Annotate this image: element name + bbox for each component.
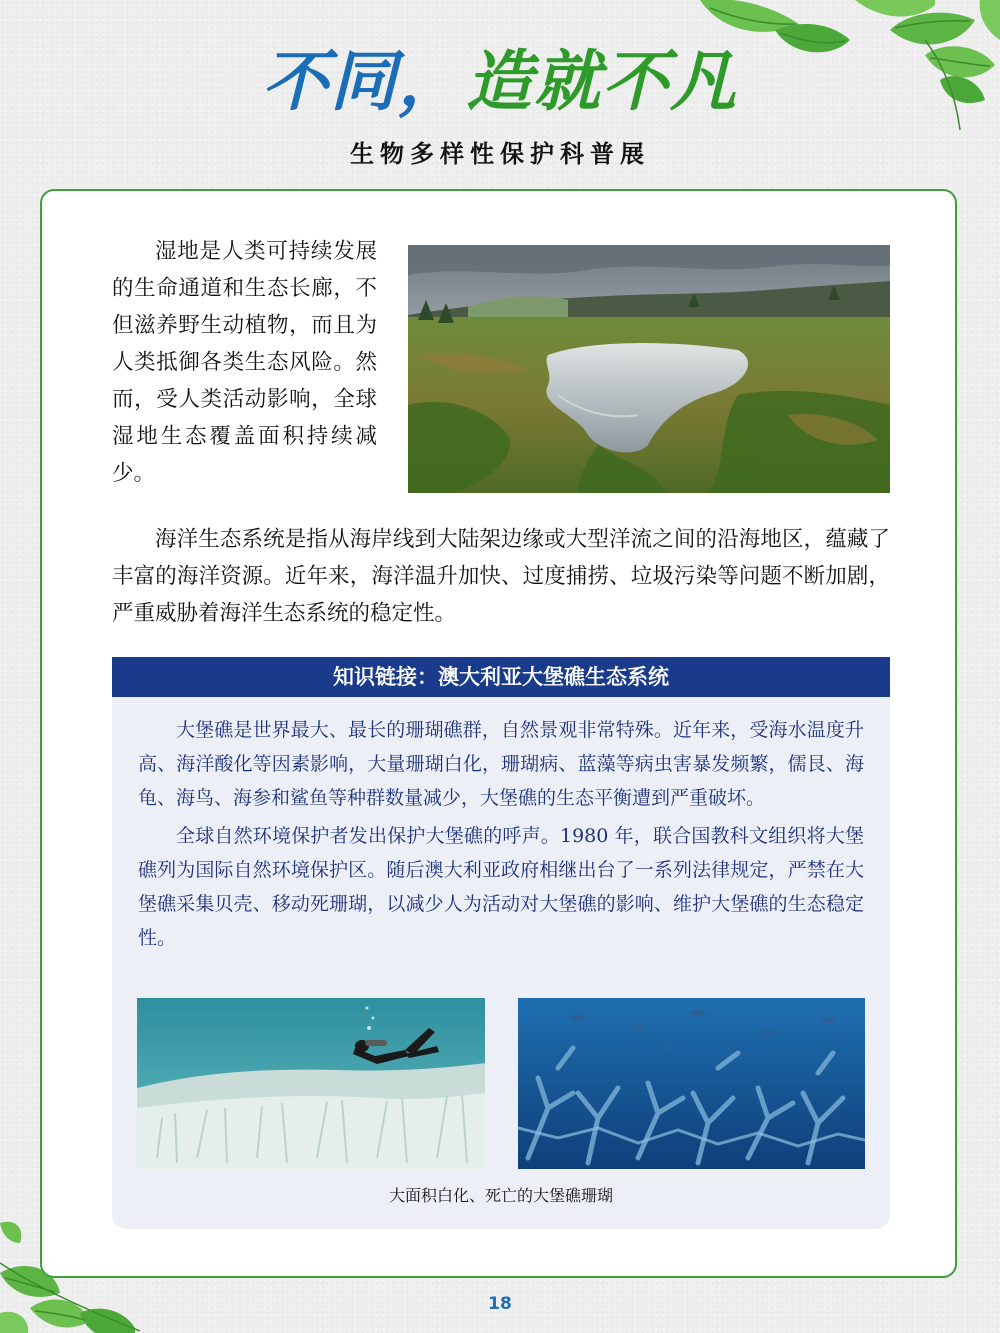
- coral-photo-dead: [518, 998, 865, 1169]
- content-card: [40, 189, 957, 1278]
- page-title: [0, 42, 1000, 122]
- knowledge-paragraph-2: 全球自然环境保护者发出保护大堡礁的呼声。1980 年，联合国教科文组织将大堡礁列为国际自然环境保护区。随后澳大利亚政府相继出台了一系列法律规定，严禁在大堡礁采集贝壳、移动死珊瑚，以减少人为活动对大堡礁的影响、维护大堡礁的生态稳定性。: [138, 825, 864, 949]
- knowledge-box: [112, 657, 890, 1229]
- knowledge-paragraph-1: 大堡礁是世界最大、最长的珊瑚礁群，自然景观非常特殊。近年来，受海水温度升高、海洋酸化等因素影响，大量珊瑚白化，珊瑚病、蓝藻等病虫害暴发频繁，儒艮、海龟、海鸟、海参和鲨鱼等种群数量减少，大堡礁的生态平衡遭到严重破坏。: [138, 719, 864, 809]
- page-number: 18: [488, 1294, 512, 1314]
- title-part-2: 造就不凡: [466, 43, 738, 120]
- ocean-paragraph: 海洋生态系统是指从海岸线到大陆架边缘或大型洋流之间的沿海地区，蕴藏了丰富的海洋资源。近年来，海洋温升加快、过度捕捞、垃圾污染等问题不断加剧，严重威胁着海洋生态系统的稳定性。: [112, 527, 890, 626]
- coral-photo-bleached: [137, 998, 485, 1169]
- wetland-photo: [408, 245, 890, 493]
- knowledge-box-header: 知识链接：澳大利亚大堡礁生态系统: [112, 657, 890, 697]
- subtitle: 生物多样性保护科普展: [350, 140, 650, 168]
- photo-caption: 大面积白化、死亡的大堡礁珊瑚: [388, 1186, 613, 1205]
- wetland-paragraph: 湿地是人类可持续发展的生命通道和生态长廊，不但滋养野生动植物，而且为人类抵御各类生态风险。然而，受人类活动影响，全球湿地生态覆盖面积持续减少。: [112, 239, 377, 486]
- title-part-1: 不同，: [262, 43, 466, 120]
